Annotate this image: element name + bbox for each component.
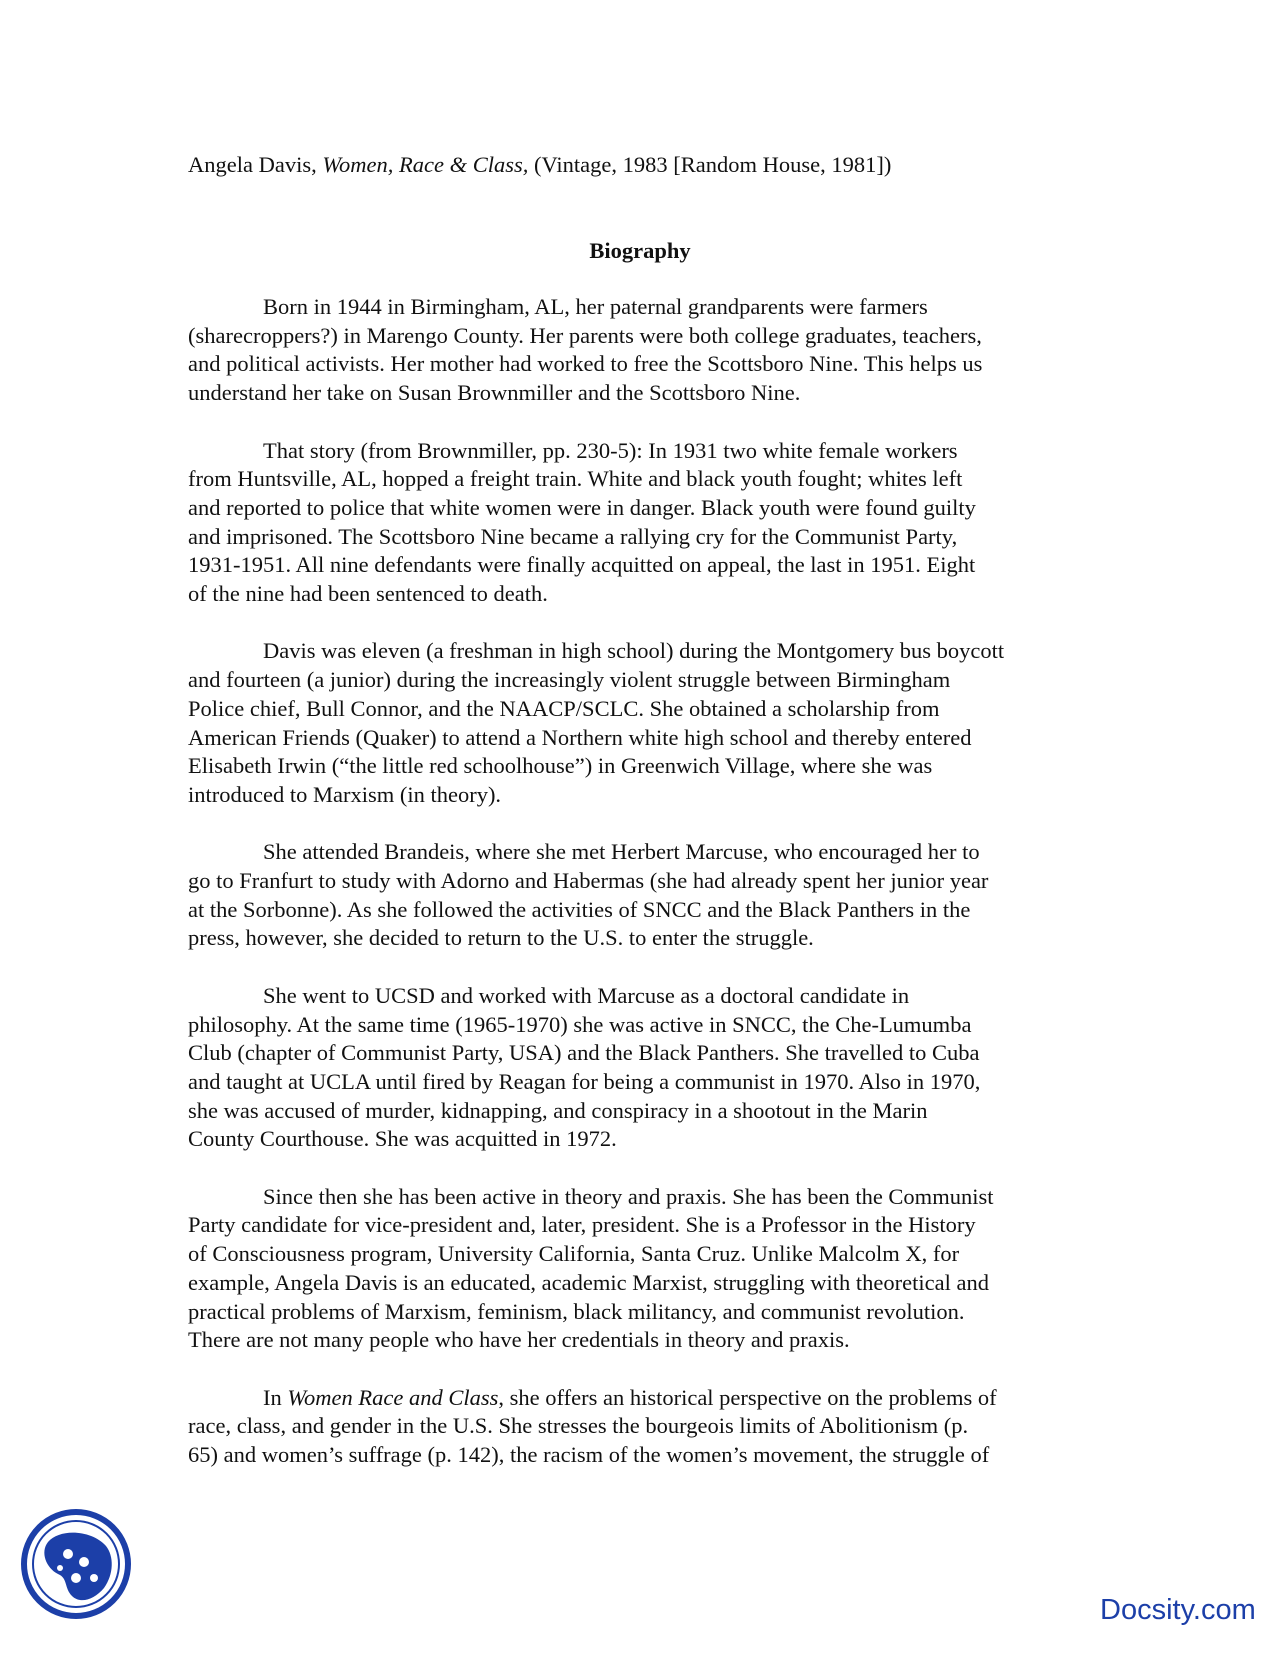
paragraph-line: from Huntsville, AL, hopped a freight train. White and black youth fought; whites left xyxy=(188,466,963,492)
paragraph-line: go to Franfurt to study with Adorno and Habermas (she had already spent her junior year xyxy=(188,868,989,894)
paragraph-line: of the nine had been sentenced to death. xyxy=(188,581,548,607)
paragraph-line: 1931-1951. All nine defendants were finally acquitted on appeal, the last in 1951. Eight xyxy=(188,552,976,578)
paragraph-line: example, Angela Davis is an educated, academic Marxist, struggling with theoretical and xyxy=(188,1269,989,1295)
paragraph-line: understand her take on Susan Brownmiller and the Scottsboro Nine. xyxy=(188,380,801,406)
section-heading: Biography xyxy=(589,238,691,263)
paragraph-line: (sharecroppers?) in Marengo County. Her parents were both college graduates, teachers, xyxy=(188,322,982,348)
paragraph-line: Davis was eleven (a freshman in high school) during the Montgomery bus boycott xyxy=(263,638,1005,664)
paragraph-line: 65) and women’s suffrage (p. 142), the racism of the women’s movement, the struggle of xyxy=(188,1442,990,1468)
paragraph-line: and taught at UCLA until fired by Reagan for being a communist in 1970. Also in 1970, xyxy=(188,1068,981,1094)
paragraph-line: race, class, and gender in the U.S. She stresses the bourgeois limits of Abolitionism (p. xyxy=(188,1413,969,1439)
paragraph-line: introduced to Marxism (in theory). xyxy=(188,781,502,807)
paragraph-birth xyxy=(188,293,1118,408)
paragraph-line: at the Sorbonne). As she followed the activities of SNCC and the Black Panthers in the xyxy=(188,896,971,922)
body-text xyxy=(188,293,1118,1498)
paragraph-line: County Courthouse. She was acquitted in 1972. xyxy=(188,1126,617,1152)
paragraph-line: and political activists. Her mother had worked to free the Scottsboro Nine. This helps us xyxy=(188,351,983,377)
paragraph-line: Police chief, Bull Connor, and the NAACP/SCLC. She obtained a scholarship from xyxy=(188,695,940,721)
paragraph-line: Elisabeth Irwin (“the little red schoolhouse”) in Greenwich Village, where she was xyxy=(188,753,933,779)
paragraph-intro: In xyxy=(263,1384,288,1410)
paragraph-rest: , she offers an historical perspective on the problems of xyxy=(498,1384,997,1410)
paragraph-line: and reported to police that white women were in danger. Black youth were found guilty xyxy=(188,494,976,520)
paragraph-line: practical problems of Marxism, feminism, black militancy, and communist revolution. xyxy=(188,1298,965,1324)
paragraph-line: Since then she has been active in theory and praxis. She has been the Communist xyxy=(263,1183,994,1209)
paragraph-line: She attended Brandeis, where she met Herbert Marcuse, who encouraged her to xyxy=(263,839,980,865)
citation-publication: (Vintage, 1983 [Random House, 1981]) xyxy=(528,152,892,177)
citation-title: Women, Race & Class, xyxy=(322,152,529,177)
paragraph-youth xyxy=(188,637,1118,809)
paragraph-line: and fourteen (a junior) during the increasingly violent struggle between Birmingham xyxy=(188,667,951,693)
paragraph-line: Club (chapter of Communist Party, USA) and the Black Panthers. She travelled to Cuba xyxy=(188,1040,980,1066)
docsity-brand-link[interactable]: Docsity.com xyxy=(1100,1594,1256,1626)
paragraph-line: That story (from Brownmiller, pp. 230-5): In 1931 two white female workers xyxy=(263,437,958,463)
paragraph-brandeis xyxy=(188,838,1118,953)
citation xyxy=(188,150,1128,179)
paragraph-praxis xyxy=(188,1183,1118,1355)
paragraph-line: press, however, she decided to return to the U.S. to enter the struggle. xyxy=(188,925,814,951)
paragraph-line: philosophy. At the same time (1965-1970) she was active in SNCC, the Che-Lumumba xyxy=(188,1011,972,1037)
paragraph-line: she was accused of murder, kidnapping, and conspiracy in a shootout in the Marin xyxy=(188,1097,928,1123)
paragraph-book xyxy=(188,1384,1118,1470)
book-title: Women Race and Class xyxy=(287,1384,499,1410)
paragraph-line xyxy=(188,1384,1118,1413)
paragraph-line: Party candidate for vice-president and, later, president. She is a Professor in the History xyxy=(188,1212,976,1238)
paragraph-line: American Friends (Quaker) to attend a Northern white high school and thereby entered xyxy=(188,724,972,750)
docsity-logo-icon[interactable] xyxy=(20,1508,132,1620)
paragraph-line: of Consciousness program, University California, Santa Cruz. Unlike Malcolm X, for xyxy=(188,1241,960,1267)
paragraph-scottsboro xyxy=(188,437,1118,609)
paragraph-line: and imprisoned. The Scottsboro Nine became a rallying cry for the Communist Party, xyxy=(188,523,958,549)
paragraph-line: There are not many people who have her credentials in theory and praxis. xyxy=(188,1327,850,1353)
citation-author: Angela Davis, xyxy=(188,152,323,177)
paragraph-ucsd xyxy=(188,982,1118,1154)
paragraph-line: Born in 1944 in Birmingham, AL, her paternal grandparents were farmers xyxy=(263,294,928,319)
paragraph-line: She went to UCSD and worked with Marcuse as a doctoral candidate in xyxy=(263,982,910,1008)
